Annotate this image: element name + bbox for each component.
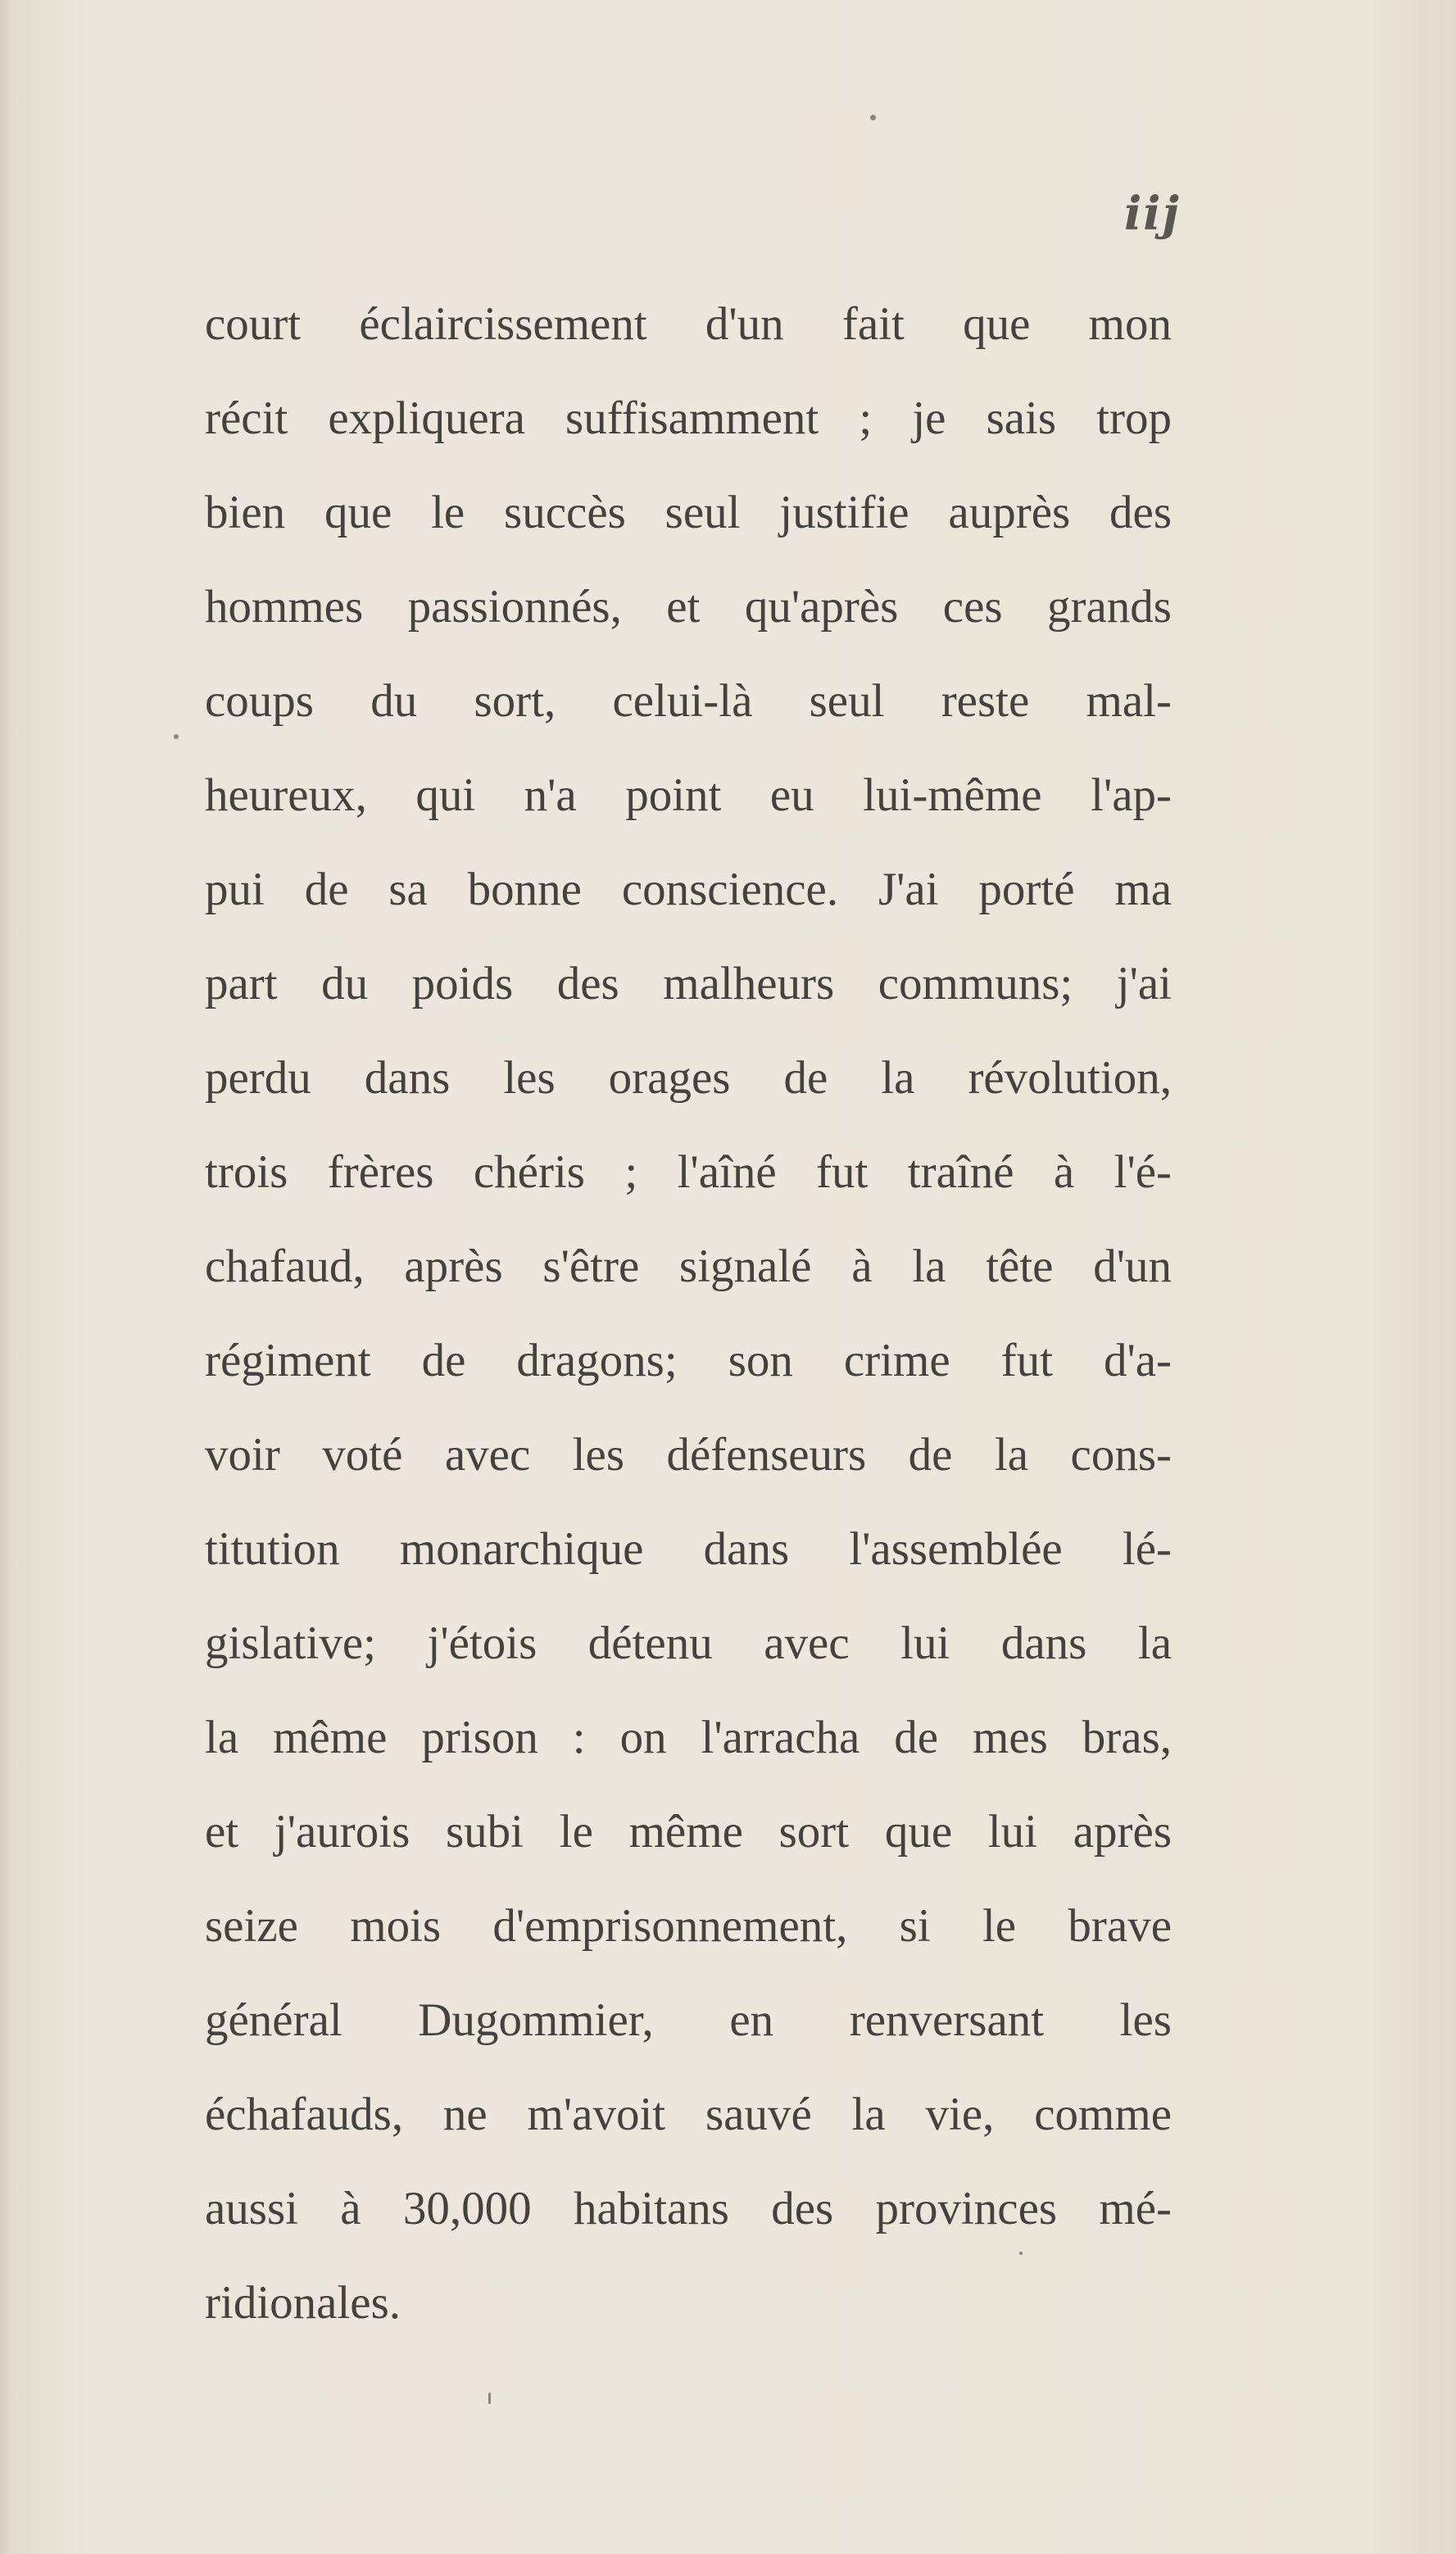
text-line: bien que le succès seul justifie auprès des [205,487,1172,538]
text-line: part du poids des malheurs communs; j'ai [205,958,1172,1009]
body-text [205,277,1172,2350]
text-line: régiment de dragons; son crime fut d'a- [205,1335,1172,1386]
text-line: général Dugommier, en renversant les [205,1994,1172,2046]
paper-speck [488,2393,491,2404]
text-line: ridionales. [205,2277,401,2329]
paper-speck [174,734,179,739]
paper-speck [870,115,876,120]
text-line: chafaud, après s'être signalé à la tête d'un [205,1241,1172,1292]
text-line: gislative; j'étois détenu avec lui dans la [205,1617,1172,1669]
page-number: iij [1124,187,1181,241]
text-line: perdu dans les orages de la révolution, [205,1052,1172,1104]
text-line: trois frères chéris ; l'aîné fut traîné à l'é- [205,1146,1172,1198]
text-line: coups du sort, celui-là seul reste mal- [205,675,1172,727]
text-line: heureux, qui n'a point eu lui-même l'ap- [205,769,1172,821]
text-line: court éclaircissement d'un fait que mon [205,298,1172,350]
text-line: échafauds, ne m'avoit sauvé la vie, comme [205,2089,1172,2140]
text-line: la même prison : on l'arracha de mes bras, [205,1712,1172,1763]
text-line: récit expliquera suffisamment ; je sais trop [205,392,1172,444]
text-line: titution monarchique dans l'assemblée lé- [205,1523,1172,1575]
page-gutter-edge [0,0,15,2554]
text-line: hommes passionnés, et qu'après ces grands [205,581,1172,633]
paper-speck [1019,2252,1023,2255]
text-line: voir voté avec les défenseurs de la cons- [205,1429,1172,1481]
text-line: seize mois d'emprisonnement, si le brave [205,1900,1172,1952]
text-line: et j'aurois subi le même sort que lui après [205,1806,1172,1858]
text-line: aussi à 30,000 habitans des provinces mé- [205,2183,1172,2234]
text-line: pui de sa bonne conscience. J'ai porté ma [205,864,1172,915]
